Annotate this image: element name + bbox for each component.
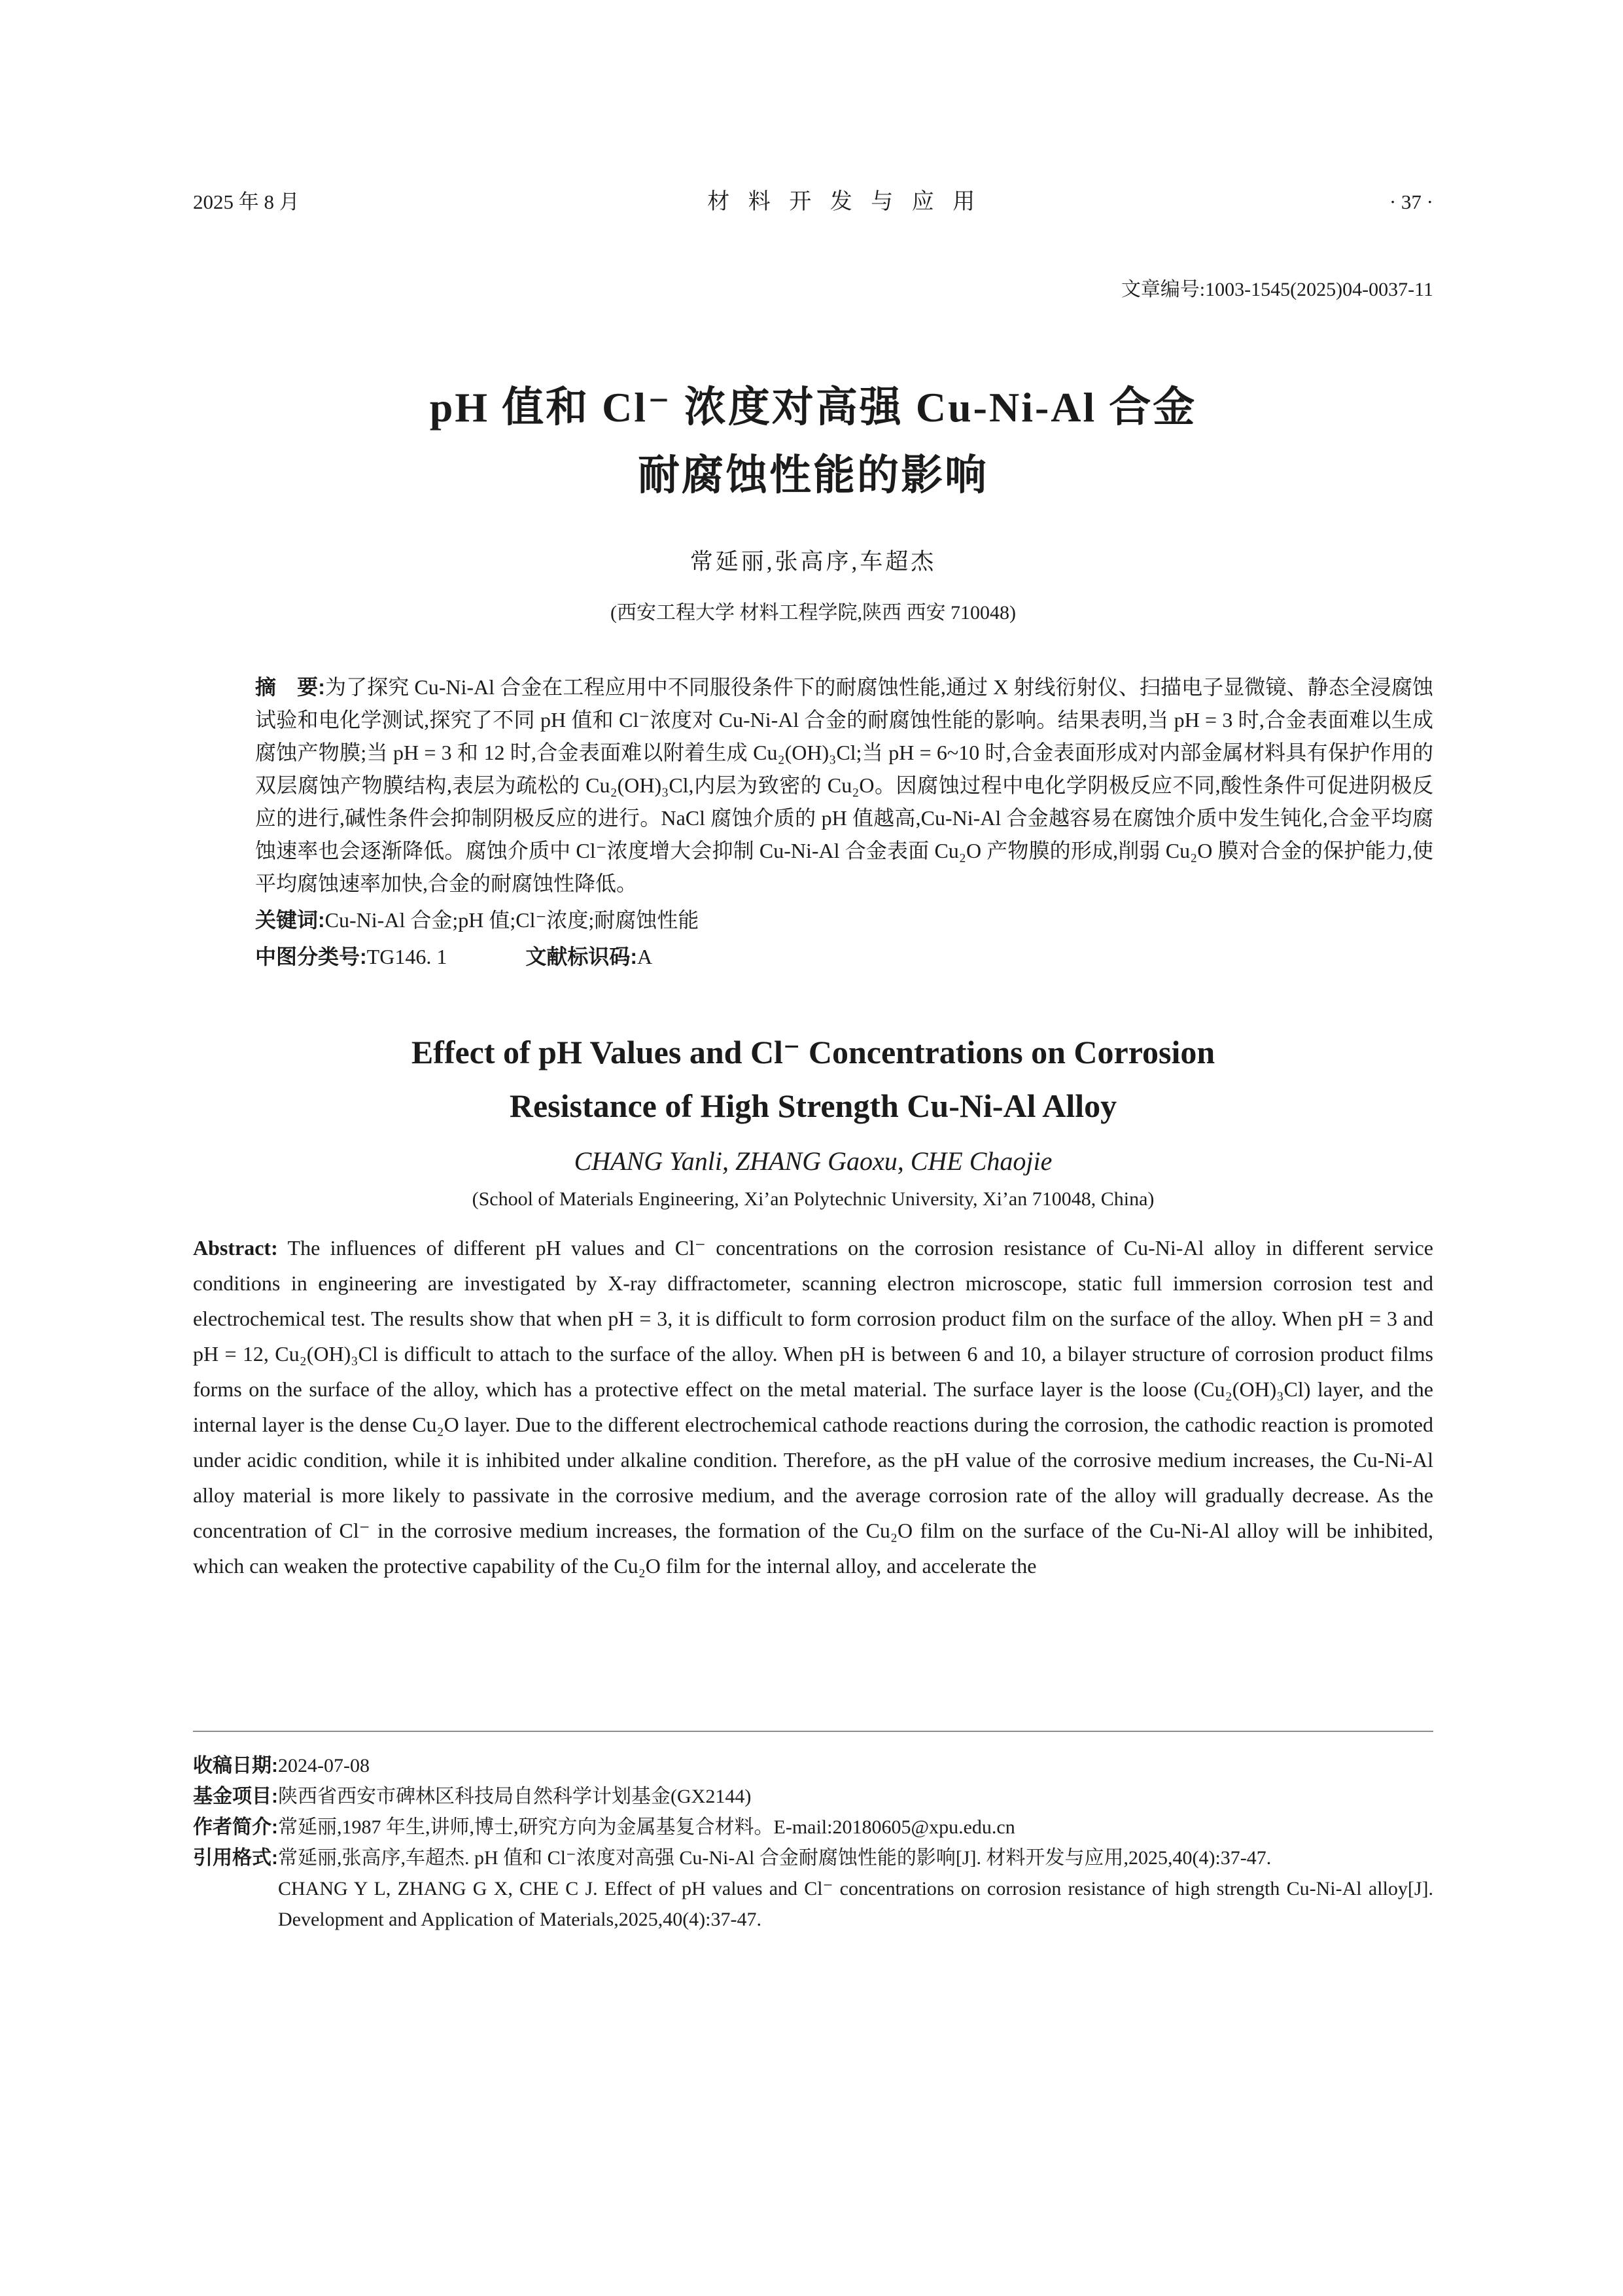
affiliation-zh: (西安工程大学 材料工程学院,陕西 西安 710048) [610, 602, 1016, 624]
paper-title-en-line2: Resistance of High Strength Cu-Ni-Al Alloy [509, 1087, 1117, 1124]
citation-list [278, 1843, 1433, 1935]
clc-label: 中图分类号: [255, 945, 367, 968]
citation-zh: 常延丽,张高序,车超杰. pH 值和 Cl⁻浓度对高强 Cu-Ni-Al 合金耐腐蚀性能的影响[J]. 材料开发与应用,2025,40(4):37-47. [278, 1847, 1272, 1869]
paper-title-zh-line1: pH 值和 Cl⁻ 浓度对高强 Cu-Ni-Al 合金 [429, 384, 1197, 431]
received-date-value: 2024-07-08 [278, 1755, 370, 1776]
paper-title-en-line1: Effect of pH Values and Cl⁻ Concentrations on Corrosion [411, 1034, 1215, 1070]
footnote-received [193, 1750, 1433, 1781]
doc-code-label: 文献标识码: [525, 945, 637, 968]
footnote-citation [193, 1843, 1433, 1935]
authors-zh: 常延丽,张高序,车超杰 [689, 549, 937, 574]
paper-title-zh [193, 374, 1433, 510]
paper-title-zh-line2: 耐腐蚀性能的影响 [638, 452, 988, 499]
citation-format-label: 引用格式: [193, 1847, 278, 1869]
footnote-section [193, 1731, 1433, 1935]
author-bio-label: 作者简介: [193, 1816, 278, 1838]
paper-title-en [193, 1025, 1433, 1133]
abstract-en-label: Abstract: [193, 1236, 278, 1260]
page-number: · 37 · [1389, 190, 1433, 213]
abstract-en-text: The influences of different pH values and Cl⁻ concentrations on the corrosion resistance of Cu-Ni-Al alloy in different service conditions in engineering are investigated by X-ray diffractometer, scanning electron microscope, static full immersion corrosion test and electrochemical test. The results show that when pH = 3, it is difficult to form corrosion product film on the surface of the alloy. When pH = 3 and pH = 12, Cu₂(OH)₃Cl is difficult to attach to the surface of the alloy. When pH is between 6 and 10, a bilayer structure of corrosion product films forms on the surface of the alloy, which has a protective effect on the metal material. The surface layer is the loose (Cu₂(OH)₃Cl) layer, and the internal layer is the dense Cu₂O layer. Due to the different electrochemical cathode reactions during the corrosion, the cathodic reaction is promoted under acidic condition, while it is inhibited under alkaline condition. Therefore, as the pH value of the corrosive medium increases, the Cu-Ni-Al alloy material is more likely to passivate in the corrosive medium, and the average corrosion rate of the alloy will gradually decrease. As the concentration of Cl⁻ in the corrosive medium increases, the formation of the Cu₂O film on the surface of the Cu-Ni-Al alloy will be inhibited, which can weaken the protective capability of the Cu₂O film for the internal alloy, and accelerate the [193, 1236, 1433, 1578]
doc-code-value: A [637, 945, 653, 968]
footnote-bio [193, 1812, 1433, 1843]
article-number: 文章编号:1003-1545(2025)04-0037-11 [1121, 279, 1433, 300]
clc-value: TG146. 1 [366, 945, 447, 968]
abstract-zh-text: 为了探究 Cu-Ni-Al 合金在工程应用中不同服役条件下的耐腐蚀性能,通过 X 射线衍射仪、扫描电子显微镜、静态全浸腐蚀试验和电化学测试,探究了不同 pH 值和 Cl⁻浓度对 Cu-Ni-Al 合金的耐腐蚀性能的影响。结果表明,当 pH = 3 时,合金表面难以生成腐蚀产物膜;当 pH = 3 和 12 时,合金表面难以附着生成 Cu₂(OH)₃Cl;当 pH = 6~10 时,合金表面形成对内部金属材料具有保护作用的双层腐蚀产物膜结构,表层为疏松的 Cu₂(OH)₃Cl,内层为致密的 Cu₂O。因腐蚀过程中电化学阴极反应不同,酸性条件可促进阴极反应的进行,碱性条件会抑制阴极反应的进行。NaCl 腐蚀介质的 pH 值越高,Cu-Ni-Al 合金越容易在腐蚀介质中发生钝化,合金平均腐蚀速率也会逐渐降低。腐蚀介质中 Cl⁻浓度增大会抑制 Cu-Ni-Al 合金表面 Cu₂O 产物膜的形成,削弱 Cu₂O 膜对合金的保护能力,使平均腐蚀速率加快,合金的耐腐蚀性降低。 [255, 675, 1433, 895]
citation-en: CHANG Y L, ZHANG G X, CHE C J. Effect of pH values and Cl⁻ concentrations on corrosion resistance of high strength Cu-Ni-Al alloy[J]. Development and Application of Materials,2025,40(4):37-47. [278, 1878, 1433, 1930]
clc-row [255, 940, 1433, 973]
abstract-en [193, 1230, 1433, 1583]
keywords-text: Cu-Ni-Al 合金;pH 值;Cl⁻浓度;耐腐蚀性能 [324, 908, 699, 932]
keywords-row [255, 904, 1433, 936]
affiliation-en: (School of Materials Engineering, Xi’an Polytechnic University, Xi’an 710048, China) [472, 1188, 1155, 1210]
abstract-zh-block [193, 671, 1433, 973]
abstract-zh [255, 671, 1433, 900]
journal-title: 材 料 开 发 与 应 用 [707, 190, 982, 214]
keywords-label: 关键词: [255, 908, 325, 932]
footnote-fund [193, 1781, 1433, 1812]
authors-en: CHANG Yanli, ZHANG Gaoxu, CHE Chaojie [574, 1146, 1053, 1176]
fund-value: 陕西省西安市碑林区科技局自然科学计划基金(GX2144) [278, 1786, 752, 1807]
fund-label: 基金项目: [193, 1786, 278, 1807]
issue-date: 2025 年 8 月 [193, 190, 300, 213]
received-date-label: 收稿日期: [193, 1755, 278, 1776]
author-bio-value: 常延丽,1987 年生,讲师,博士,研究方向为金属基复合材料。E-mail:20180605@xpu.edu.cn [278, 1816, 1015, 1838]
abstract-zh-label: 摘 要: [255, 675, 325, 699]
running-head [193, 183, 1433, 215]
